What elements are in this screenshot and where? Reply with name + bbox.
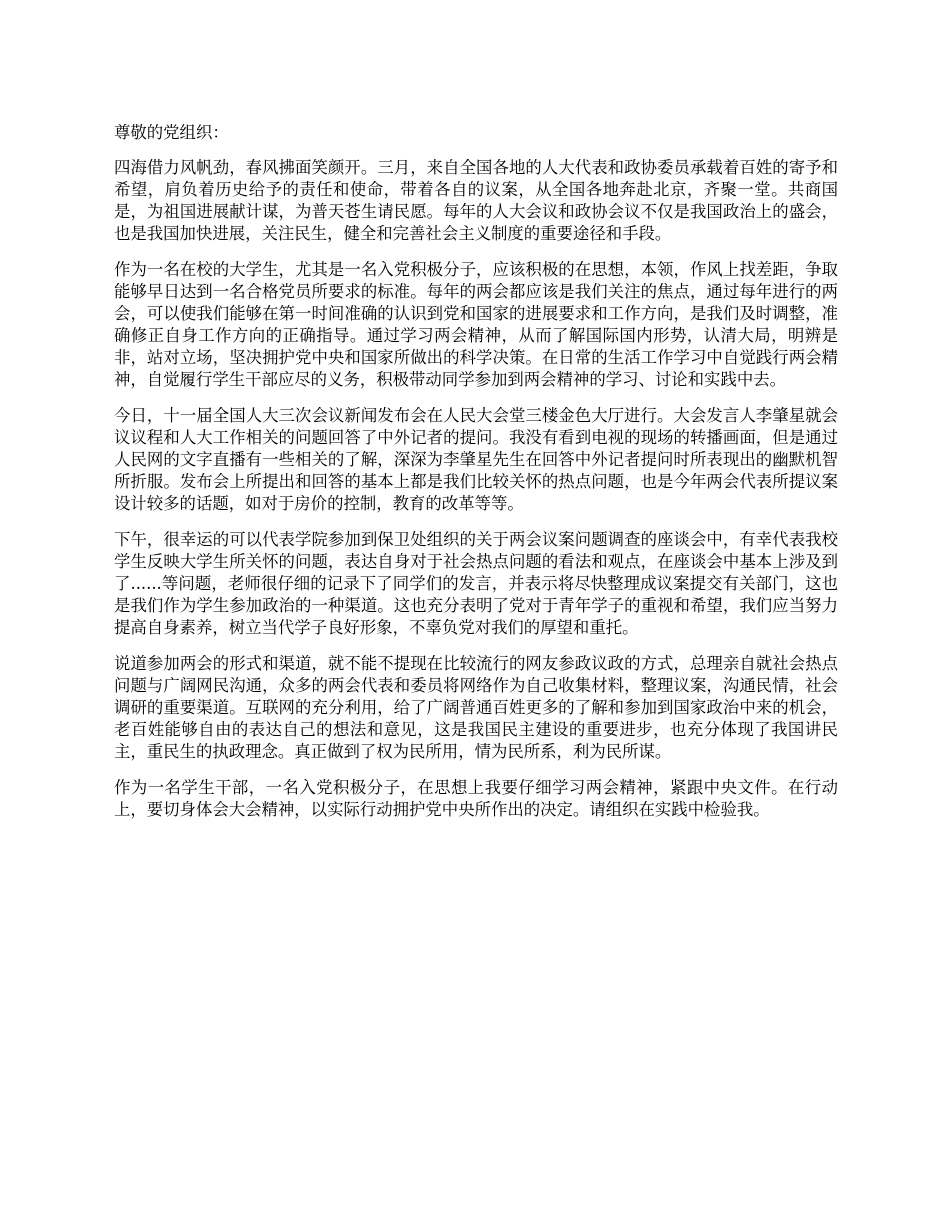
document-body bbox=[114, 122, 838, 835]
paragraph-1: 四海借力风帆劲，春风拂面笑颜开。三月，来自全国各地的人大代表和政协委员承载着百姓的寄予和希望，肩负着历史给予的责任和使命，带着各自的议案，从全国各地奔赴北京，齐聚一堂。共商国是，为祖国进展献计谋，为普天苍生请民愿。每年的人大会议和政协会议不仅是我国政治上的盛会，也是我国加快进展，关注民生，健全和完善社会主义制度的重要途径和手段。 bbox=[114, 158, 838, 243]
paragraph-6: 作为一名学生干部，一名入党积极分子，在思想上我要仔细学习两会精神，紧跟中央文件。在行动上，要切身体会大会精神，以实际行动拥护党中央所作出的决定。请组织在实践中检验我。 bbox=[114, 778, 838, 819]
paragraph-3: 今日，十一届全国人大三次会议新闻发布会在人民大会堂三楼金色大厅进行。大会发言人李肇星就会议议程和人大工作相关的问题回答了中外记者的提问。我没有看到电视的现场的转播画面，但是通过人民网的文字直播有一些相关的了解，深深为李肇星先生在回答中外记者提问时所表现出的幽默机智所折服。发布会上所提出和回答的基本上都是我们比较关怀的热点问题，也是今年两会代表所提议案设计较多的话题，如对于房价的控制，教育的改革等等。 bbox=[114, 406, 838, 513]
salutation: 尊敬的党组织： bbox=[114, 123, 229, 142]
paragraph-5: 说道参加两会的形式和渠道，就不能不提现在比较流行的网友参政议政的方式，总理亲自就社会热点问题与广阔网民沟通，众多的两会代表和委员将网络作为自己收集材料，整理议案，沟通民情，社会调研的重要渠道。互联网的充分利用，给了广阔普通百姓更多的了解和参加到国家政治中来的机会，老百姓能够自由的表达自己的想法和意见，这是我国民主建设的重要进步，也充分体现了我国讲民主，重民生的执政理念。真正做到了权为民所用，情为民所系，利为民所谋。 bbox=[114, 654, 838, 761]
paragraph-4: 下午，很幸运的可以代表学院参加到保卫处组织的关于两会议案问题调查的座谈会中，有幸代表我校学生反映大学生所关怀的问题，表达自身对于社会热点问题的看法和观点，在座谈会中基本上涉及到了......等问题，老师很仔细的记录下了同学们的发言，并表示将尽快整理成议案提交有关部门，这也是我们作为学生参加政治的一种渠道。这也充分表明了党对于青年学子的重视和希望，我们应当努力提高自身素养，树立当代学子良好形象，不辜负党对我们的厚望和重托。 bbox=[114, 530, 838, 637]
paragraph-2: 作为一名在校的大学生，尤其是一名入党积极分子，应该积极的在思想，本领，作风上找差距，争取能够早日达到一名合格党员所要求的标准。每年的两会都应该是我们关注的焦点，通过每年进行的两会，可以使我们能够在第一时间准确的认识到党和国家的进展要求和工作方向，是我们及时调整，准确修正自身工作方向的正确指导。通过学习两会精神，从而了解国际国内形势，认清大局，明辨是非，站对立场，坚决拥护党中央和国家所做出的科学决策。在日常的生活工作学习中自觉践行两会精神，自觉履行学生干部应尽的义务，积极带动同学参加到两会精神的学习、讨论和实践中去。 bbox=[114, 260, 838, 389]
